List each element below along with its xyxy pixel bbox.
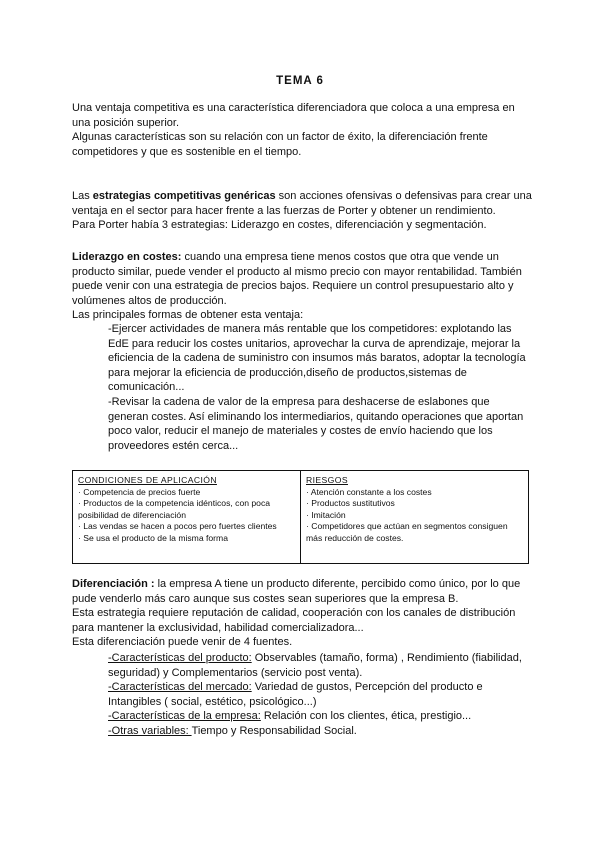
differentiation-source-market: -Características del mercado: Variedad de gustos, Percepción del producto e Intangibles ( social, estético, psicológico...) xyxy=(108,681,483,708)
porter-paragraph: Para Porter había 3 estrategias: Liderazgo en costes, diferenciación y segmentación. xyxy=(72,219,487,231)
conditions-header: CONDICIONES DE APLICACIÓN xyxy=(78,475,217,485)
conditions-item: · Productos de la competencia idénticos, con poca posibilidad de diferenciación xyxy=(78,498,271,520)
conditions-item: · Competencia de precios fuerte xyxy=(78,486,201,497)
risks-item: · Atención constante a los costes xyxy=(306,486,432,497)
strategies-bold-term: estrategias competitivas genéricas xyxy=(92,190,276,202)
risks-item: · Productos sustitutivos xyxy=(306,498,395,508)
differentiation-sources-intro: Esta diferenciación puede venir de 4 fuentes. xyxy=(72,636,293,648)
differentiation-requirements: Esta estrategia requiere reputación de calidad, cooperación con los canales de distribución para mantener la exclusividad, habilidad comercializadora... xyxy=(72,607,516,634)
differentiation-source-product: -Características del producto: Observables (tamaño, forma) , Rendimiento (fiabilidad, seguridad) y Complementarios (servicio post venta). xyxy=(108,652,522,679)
risks-header: RIESGOS xyxy=(306,475,348,485)
intro-paragraph-1: Una ventaja competitiva es una característica diferenciadora que coloca a una empresa en una posición superior. xyxy=(72,102,515,129)
leadership-paragraph: Liderazgo en costes: cuando una empresa tiene menos costos que otra que vende un producto similar, puede vender el producto al mismo precio con mayor rentabilidad. También puede venir con una estrategia de precios bajos. Requiere un control presupuestario alto y volúmenes altos de producción. xyxy=(72,251,522,307)
leadership-ways-intro: Las principales formas de obtener esta ventaja: xyxy=(72,309,304,321)
differentiation-heading: Diferenciación : xyxy=(72,578,155,590)
risks-item: · Competidores que actúan en segmentos consiguen más reducción de costes. xyxy=(306,521,508,543)
strategies-paragraph: Las estrategias competitivas genéricas son acciones ofensivas o defensivas para crear una ventaja en el sector para hacer frente a las fuerzas de Porter y obtener un rendimiento. xyxy=(72,190,532,217)
risks-column xyxy=(301,471,528,563)
intro-paragraph-2: Algunas características son su relación con un factor de éxito, la diferenciación frente competidores y que es sostenible en el tiempo. xyxy=(72,131,488,158)
conditions-column xyxy=(73,471,301,563)
leadership-heading: Liderazgo en costes: xyxy=(72,251,182,263)
conditions-item: · Se usa el producto de la misma forma xyxy=(78,532,228,543)
conditions-risks-table xyxy=(72,470,529,564)
leadership-way-1: -Ejercer actividades de manera más rentable que los competidores: explotando las EdE para reducir los costes unitarios, aprovechar la curva de aprendizaje, mejorar la eficiencia de la cadena de suministro con insumos más baratos, adoptar la tecnología para mejorar la eficiencia de producción,diseño de productos,sistemas de comunicación... xyxy=(108,323,526,393)
page-title: TEMA 6 xyxy=(276,75,324,87)
conditions-item: · Las vendas se hacen a pocos pero fuertes clientes xyxy=(78,521,277,531)
differentiation-source-company: -Características de la empresa: Relación con los clientes, ética, prestigio... xyxy=(108,710,472,722)
differentiation-paragraph: Diferenciación : la empresa A tiene un producto diferente, percibido como único, por lo que pude venderlo más caro aunque sus costes sean superiores que la empresa B. xyxy=(72,578,521,605)
differentiation-source-other: -Otras variables: Tiempo y Responsabilidad Social. xyxy=(108,725,357,737)
risks-item: · Imitación xyxy=(306,509,346,520)
leadership-way-2: -Revisar la cadena de valor de la empresa para deshacerse de eslabones que generan costes. Así eliminando los intermediarios, quitando operaciones que aportan poco valor, reducir el manejo de materiales y costes de envío haciendo que los proveedores estén cerca... xyxy=(108,396,524,452)
